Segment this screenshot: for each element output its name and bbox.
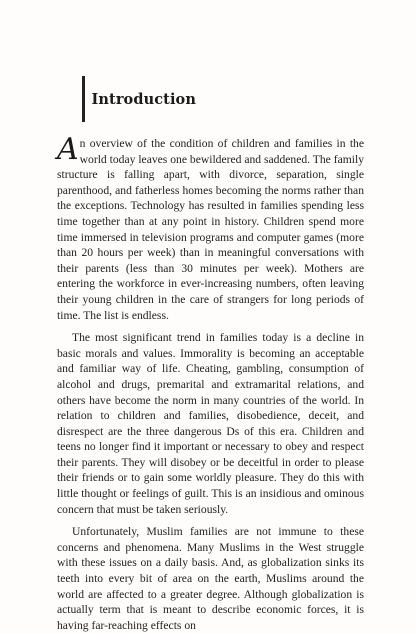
paragraph-1	[57, 132, 364, 323]
chapter-title: Introduction	[91, 90, 196, 108]
paragraph-1-text: n overview of the condition of children and families in the world today leaves one bewildered and saddened. The family structure is falling apart, with divorce, separation, single parenthood, and fatherless homes becoming the norms rather than the exceptions. Technology has resulted in families spending less time together than at any point in history. Children spend more time immersed in television programs and computer games (more than 20 hours per week) than in meaningful conversations with their parents (less than 30 minutes per week). Mothers are entering the workforce in ever-increasing numbers, often leaving their young children in the care of strangers for long periods of time. The list is endless.	[57, 137, 364, 322]
drop-cap: A	[57, 132, 79, 167]
body-text	[57, 132, 364, 633]
chapter-heading	[82, 76, 196, 122]
heading-rule	[82, 76, 85, 122]
paragraph-2: The most significant trend in families today is a decline in basic morals and values. Immorality is becoming an acceptable and familiar way of life. Cheating, gambling, consumption of alcohol and drugs, premarital and extramarital relations, and others have become the norm in many countries of the world. In relation to children and families, disobedience, deceit, and disrespect are the three dangerous Ds of this era. Children and teens no longer find it important or necessary to obey and respect their parents. They will disobey or be deceitful in order to please their friends or to gain some worldly pleasure. They do this with little thought or feelings of guilt. This is an insidious and ominous concern that must be taken seriously.	[57, 331, 364, 516]
paragraph-3: Unfortunately, Muslim families are not immune to these concerns and phenomena. Many Muslims in the West struggle with these issues on a daily basis. And, as globalization sinks its teeth into every bit of area on the earth, Muslims around the world are affected to a greater degree. Although globalization is actually term that is meant to describe economic forces, it is having far-reaching effects on	[57, 525, 364, 632]
